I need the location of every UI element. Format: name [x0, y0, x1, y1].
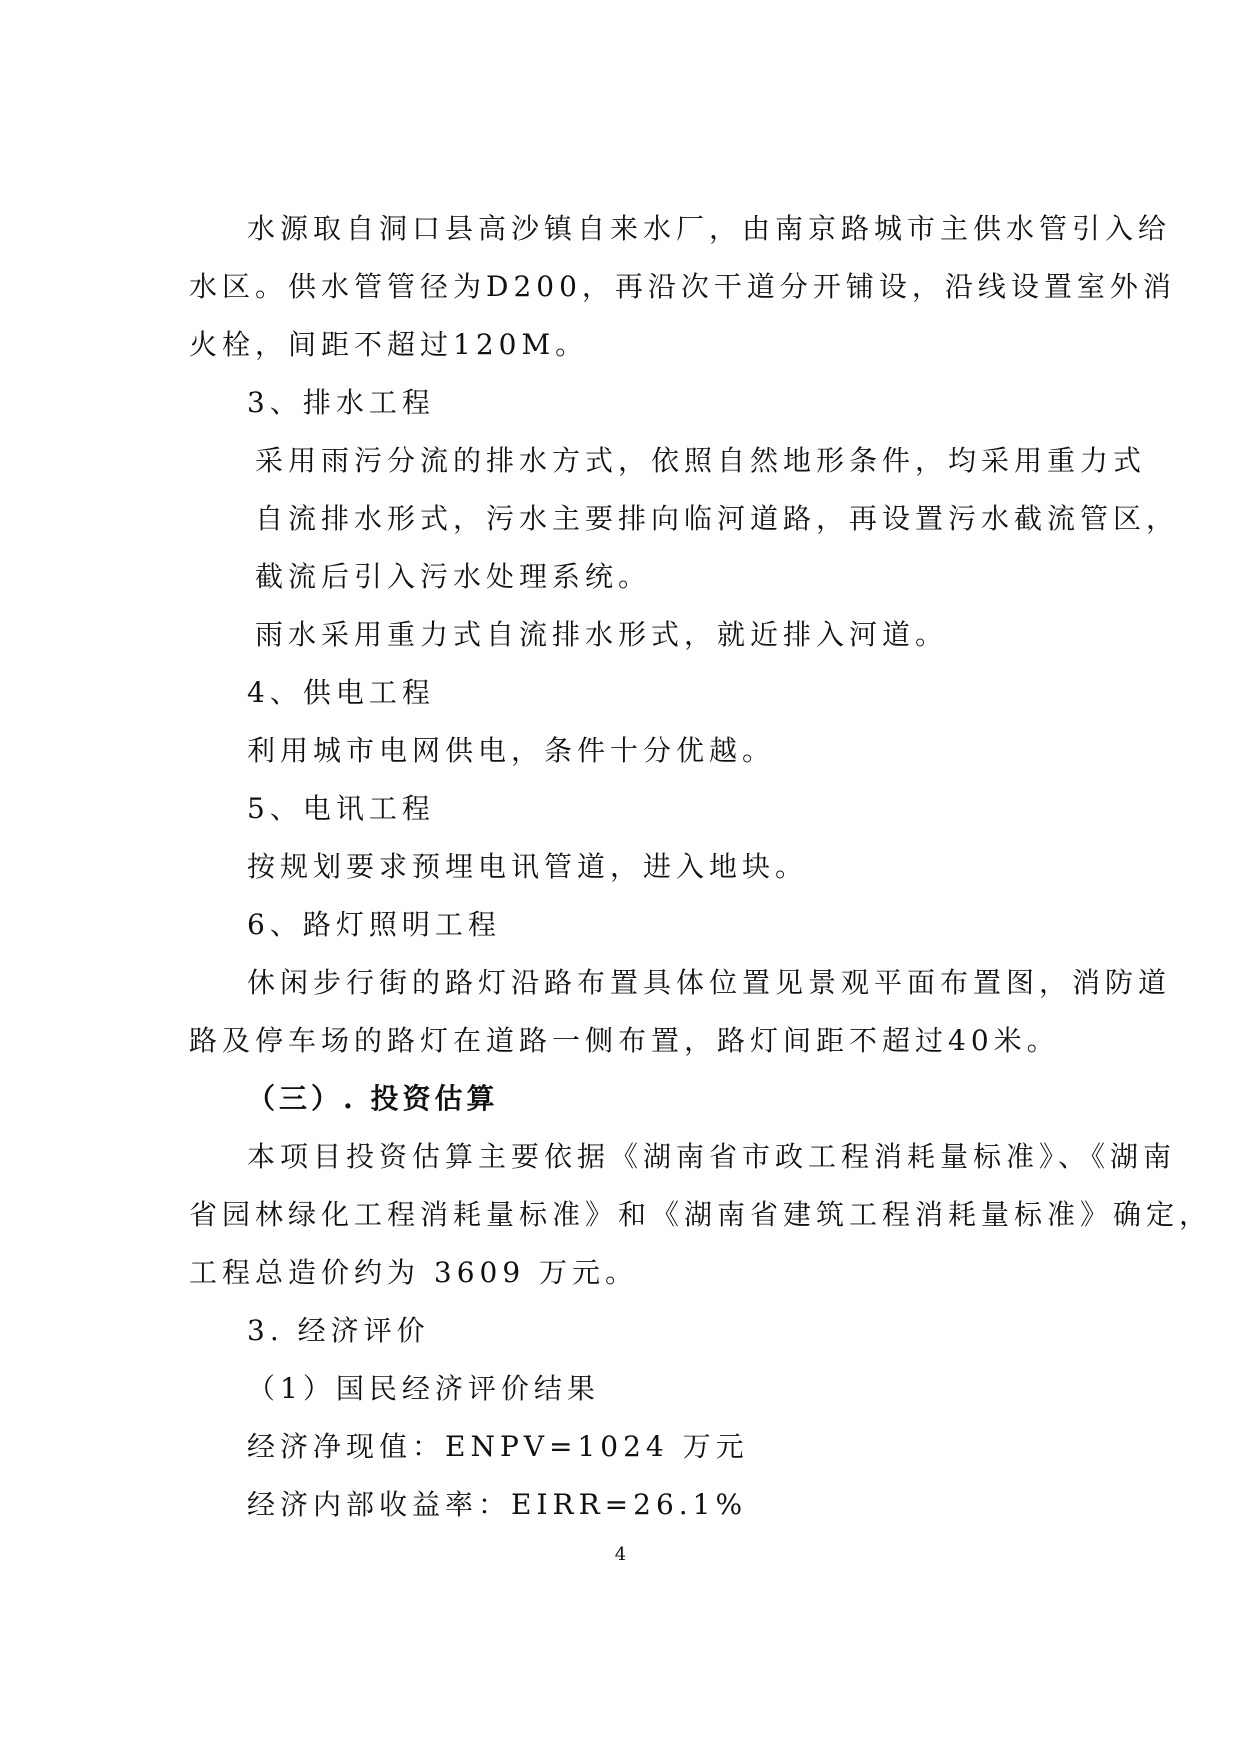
body-line: 经济净现值：ENPV=1024 万元	[247, 1430, 749, 1463]
body-line: 火栓，间距不超过120M。	[189, 328, 589, 361]
body-line: 按规划要求预埋电讯管道，进入地块。	[247, 850, 809, 883]
body-line: 水源取自洞口县高沙镇自来水厂，由南京路城市主供水管引入给	[247, 212, 1172, 245]
section-heading-economic: 3. 经济评价	[247, 1314, 430, 1347]
body-line: 自流排水形式，污水主要排向临河道路，再设置污水截流管区，	[255, 502, 1180, 535]
body-line: 水区。供水管管径为D200，再沿次干道分开铺设，沿线设置室外消	[189, 270, 1176, 303]
body-line: 截流后引入污水处理系统。	[255, 560, 652, 593]
body-line: 休闲步行街的路灯沿路布置具体位置见景观平面布置图，消防道	[247, 966, 1172, 999]
section-heading-drainage: 3、排水工程	[247, 386, 435, 419]
body-line: 经济内部收益率：EIRR=26.1%	[247, 1488, 748, 1521]
body-line: 路及停车场的路灯在道路一侧布置，路灯间距不超过40米。	[189, 1024, 1060, 1057]
body-line: 雨水采用重力式自流排水形式，就近排入河道。	[255, 618, 949, 651]
section-heading-lighting: 6、路灯照明工程	[247, 908, 501, 941]
page-number: 4	[614, 1544, 627, 1565]
body-line: 本项目投资估算主要依据《湖南省市政工程消耗量标准》、《湖南	[247, 1140, 1177, 1173]
body-line: 采用雨污分流的排水方式，依照自然地形条件，均采用重力式	[255, 444, 1147, 477]
body-line: 工程总造价约为 3609 万元。	[189, 1256, 639, 1289]
section-heading-telecom: 5、电讯工程	[247, 792, 435, 825]
body-line: 省园林绿化工程消耗量标准》和《湖南省建筑工程消耗量标准》确定，	[189, 1198, 1213, 1231]
body-line: 利用城市电网供电，条件十分优越。	[247, 734, 776, 767]
section-heading-investment: （三）. 投资估算	[247, 1082, 499, 1115]
section-heading-power: 4、供电工程	[247, 676, 435, 709]
subsection-heading: （1）国民经济评价结果	[247, 1372, 600, 1405]
